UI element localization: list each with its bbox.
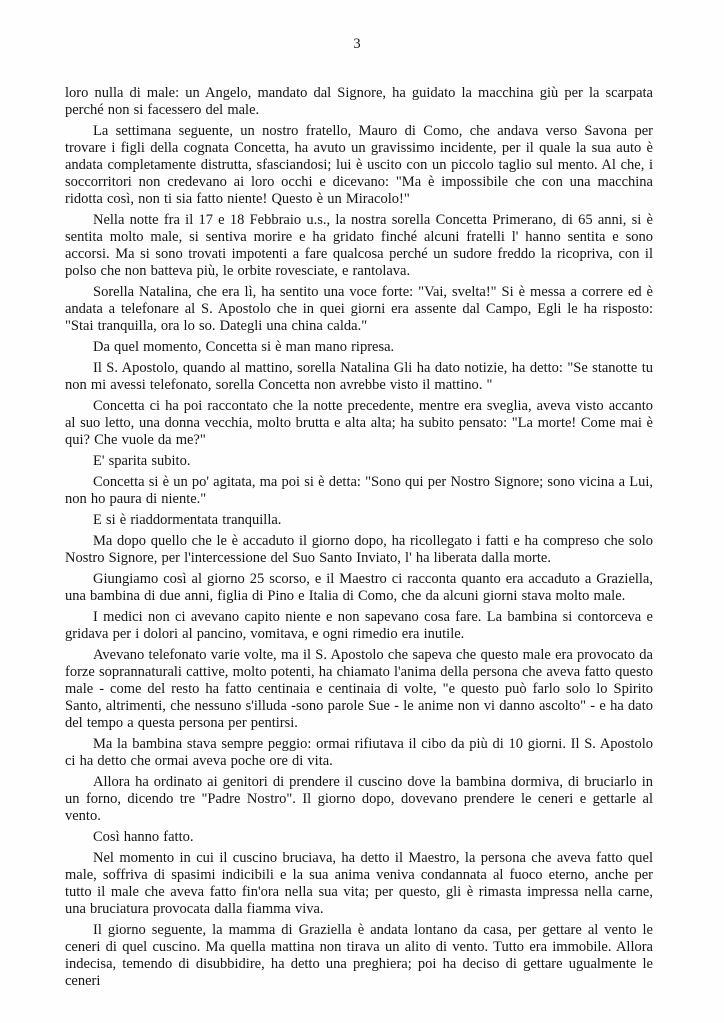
document-body <box>65 85 653 990</box>
paragraph: E si è riaddormentata tranquilla. <box>93 512 282 528</box>
paragraph: Così hanno fatto. <box>93 829 194 845</box>
paragraph: Concetta si è un po' agitata, ma poi si è detta: "Sono qui per Nostro Signore; sono vicina a Lui, non ho paura di niente." <box>65 474 653 507</box>
paragraph: Concetta ci ha poi raccontato che la notte precedente, mentre era sveglia, aveva visto accanto al suo letto, una donna vecchia, molto brutta e alta alta; ha subito pensato: "La morte! Come mai è qui? Che vuole da me?" <box>65 398 653 448</box>
paragraph: Il giorno seguente, la mamma di Graziella è andata lontano da casa, per gettare al vento le ceneri di quel cuscino. Ma quella mattina non tirava un alito di vento. Tutto era immobile. Allora indecisa, temendo di disubbidire, ha detto una preghiera; poi ha deciso di gettare ugualmente le ceneri <box>65 922 653 989</box>
paragraph: Nella notte fra il 17 e 18 Febbraio u.s., la nostra sorella Concetta Primerano, di 65 anni, si è sentita molto male, si sentiva morire e ha gridato finché alcuni fratelli l' hanno sentita e sono accorsi. Ma si sono trovati impotenti a fare qualcosa perché un sudore freddo la ricopriva, con il polso che non batteva più, le orbite rovesciate, e rantolava. <box>65 212 653 279</box>
paragraph: Il S. Apostolo, quando al mattino, sorella Natalina Gli ha dato notizie, ha detto: "Se stanotte tu non mi avessi telefonato, sorella Concetta non avrebbe visto il mattino. " <box>65 360 653 393</box>
paragraph: Sorella Natalina, che era lì, ha sentito una voce forte: "Vai, svelta!" Si è messa a correre ed è andata a telefonare al S. Apostolo che in quei giorni era assente dal Campo, Egli le ha risposto: "Stai tranquilla, ora lo so. Dategli una china calda." <box>65 284 653 334</box>
paragraph: Ma la bambina stava sempre peggio: ormai rifiutava il cibo da più di 10 giorni. Il S. Apostolo ci ha detto che ormai aveva poche ore di vita. <box>65 736 653 769</box>
paragraph: Ma dopo quello che le è accaduto il giorno dopo, ha ricollegato i fatti e ha compreso che solo Nostro Signore, per l'intercessione del Suo Santo Inviato, l' ha liberata dalla morte. <box>65 533 653 566</box>
page-number: 3 <box>353 36 361 52</box>
paragraph: Da quel momento, Concetta si è man mano ripresa. <box>93 339 395 355</box>
paragraph: Giungiamo così al giorno 25 scorso, e il Maestro ci racconta quanto era accaduto a Graziella, una bambina di due anni, figlia di Pino e Italia di Como, che da alcuni giorni stava molto male. <box>65 571 653 604</box>
paragraph: Nel momento in cui il cuscino bruciava, ha detto il Maestro, la persona che aveva fatto quel male, soffriva di spasimi indicibili e la sua anima veniva condannata al fuoco eterno, anche per tutto il male che aveva fatto fin'ora nella sua vita; per questo, gli è rimasta impressa nella carne, una bruciatura provocata dalla fiamma viva. <box>65 850 653 917</box>
paragraph: loro nulla di male: un Angelo, mandato dal Signore, ha guidato la macchina giù per la scarpata perché non si facessero del male. <box>65 85 653 118</box>
paragraph: Allora ha ordinato ai genitori di prendere il cuscino dove la bambina dormiva, di bruciarlo in un forno, dicendo tre "Padre Nostro". Il giorno dopo, dovevano prendere le ceneri e gettarle al vento. <box>65 774 653 824</box>
paragraph: La settimana seguente, un nostro fratello, Mauro di Como, che andava verso Savona per trovare i figli della cognata Concetta, ha avuto un gravissimo incidente, per il quale la sua auto è andata completamente distrutta, sfasciandosi; lui è uscito con un piccolo taglio sul mento. Al che, i soccorritori non credevano ai loro occhi e dicevano: "Ma è impossibile che con una macchina ridotta così, non ti sia fatto niente! Questo è un Miracolo!" <box>65 123 653 207</box>
paragraph: I medici non ci avevano capito niente e non sapevano cosa fare. La bambina si contorceva e gridava per i dolori al pancino, vomitava, e ogni rimedio era inutile. <box>65 609 653 642</box>
paragraph: E' sparita subito. <box>93 453 191 469</box>
paragraph: Avevano telefonato varie volte, ma il S. Apostolo che sapeva che questo male era provocato da forze soprannaturali cattive, molto potenti, ha chiamato l'anima della persona che aveva fatto questo male - come del resto ha fatto centinaia e centinaia di volte, "e questo può farlo solo lo Spirito Santo, altrimenti, che nessuno s'illuda -sono parole Sue - le anime non vi danno ascolto" - e ha dato del tempo a questa persona per pentirsi. <box>65 647 653 731</box>
